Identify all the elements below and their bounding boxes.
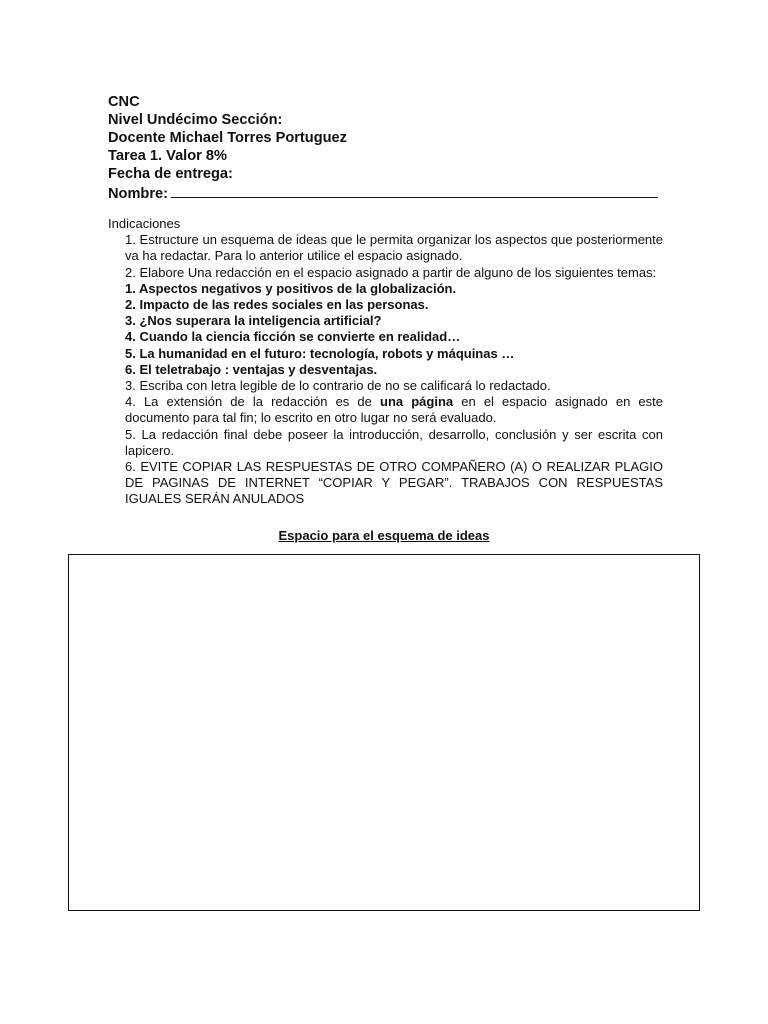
scheme-section-heading xyxy=(0,528,768,544)
name-blank-line xyxy=(171,183,658,198)
scheme-writing-box xyxy=(68,554,700,911)
student-name-row xyxy=(108,183,668,203)
instruction-4-start: 4. La extensión de la redacción es de xyxy=(125,394,380,410)
instruction-2: 2. Elabore Una redacción en el espacio asignado a partir de alguno de los siguientes temas: xyxy=(125,264,657,280)
instruction-4-emphasis: una página xyxy=(380,394,454,410)
topic-3: 3. ¿Nos superara la inteligencia artificial? xyxy=(125,313,382,329)
instruction-5: 5. La redacción final debe poseer la introducción, desarrollo, conclusión y ser escrita con lapicero. xyxy=(125,426,663,458)
assignment-value: Tarea 1. Valor 8% xyxy=(108,148,227,164)
level-section: Nivel Undécimo Sección: xyxy=(108,112,283,128)
topic-4: 4. Cuando la ciencia ficción se convierte en realidad… xyxy=(125,329,461,345)
scheme-section-title: Espacio para el esquema de ideas xyxy=(278,528,490,543)
instruction-1: 1. Estructure un esquema de ideas que le permita organizar los aspectos que posteriormente va ha redactar. Para lo anterior utilice el espacio asignado. xyxy=(125,232,663,264)
instruction-6: 6. EVITE COPIAR LAS RESPUESTAS DE OTRO COMPAÑERO (A) O REALIZAR PLAGIO DE PAGINAS DE INTERNET “COPIAR Y PEGAR”. TRABAJOS CON RESPUESTAS IGUALES SERÁN ANULADOS xyxy=(125,459,663,507)
topic-2: 2. Impacto de las redes sociales en las personas. xyxy=(125,297,429,313)
indications-title: Indicaciones xyxy=(108,216,181,231)
teacher-name: Docente Michael Torres Portuguez xyxy=(108,130,347,146)
due-date: Fecha de entrega: xyxy=(108,166,233,182)
indications-list xyxy=(108,232,663,507)
school-name: CNC xyxy=(108,94,140,110)
instruction-4 xyxy=(125,394,663,426)
instruction-4-end: en el espacio asignado en este documento para tal fin; lo escrito en otro lugar no será evaluado. xyxy=(125,394,663,426)
topic-6: 6. El teletrabajo : ventajas y desventajas. xyxy=(125,361,378,377)
topic-5: 5. La humanidad en el futuro: tecnología, robots y máquinas … xyxy=(125,345,515,361)
indications-section xyxy=(108,216,663,508)
name-label: Nombre: xyxy=(108,186,168,202)
instruction-3: 3. Escriba con letra legible de lo contrario de no se calificará lo redactado. xyxy=(125,378,551,394)
document-header xyxy=(108,93,668,203)
topic-1: 1. Aspectos negativos y positivos de la globalización. xyxy=(125,280,457,296)
